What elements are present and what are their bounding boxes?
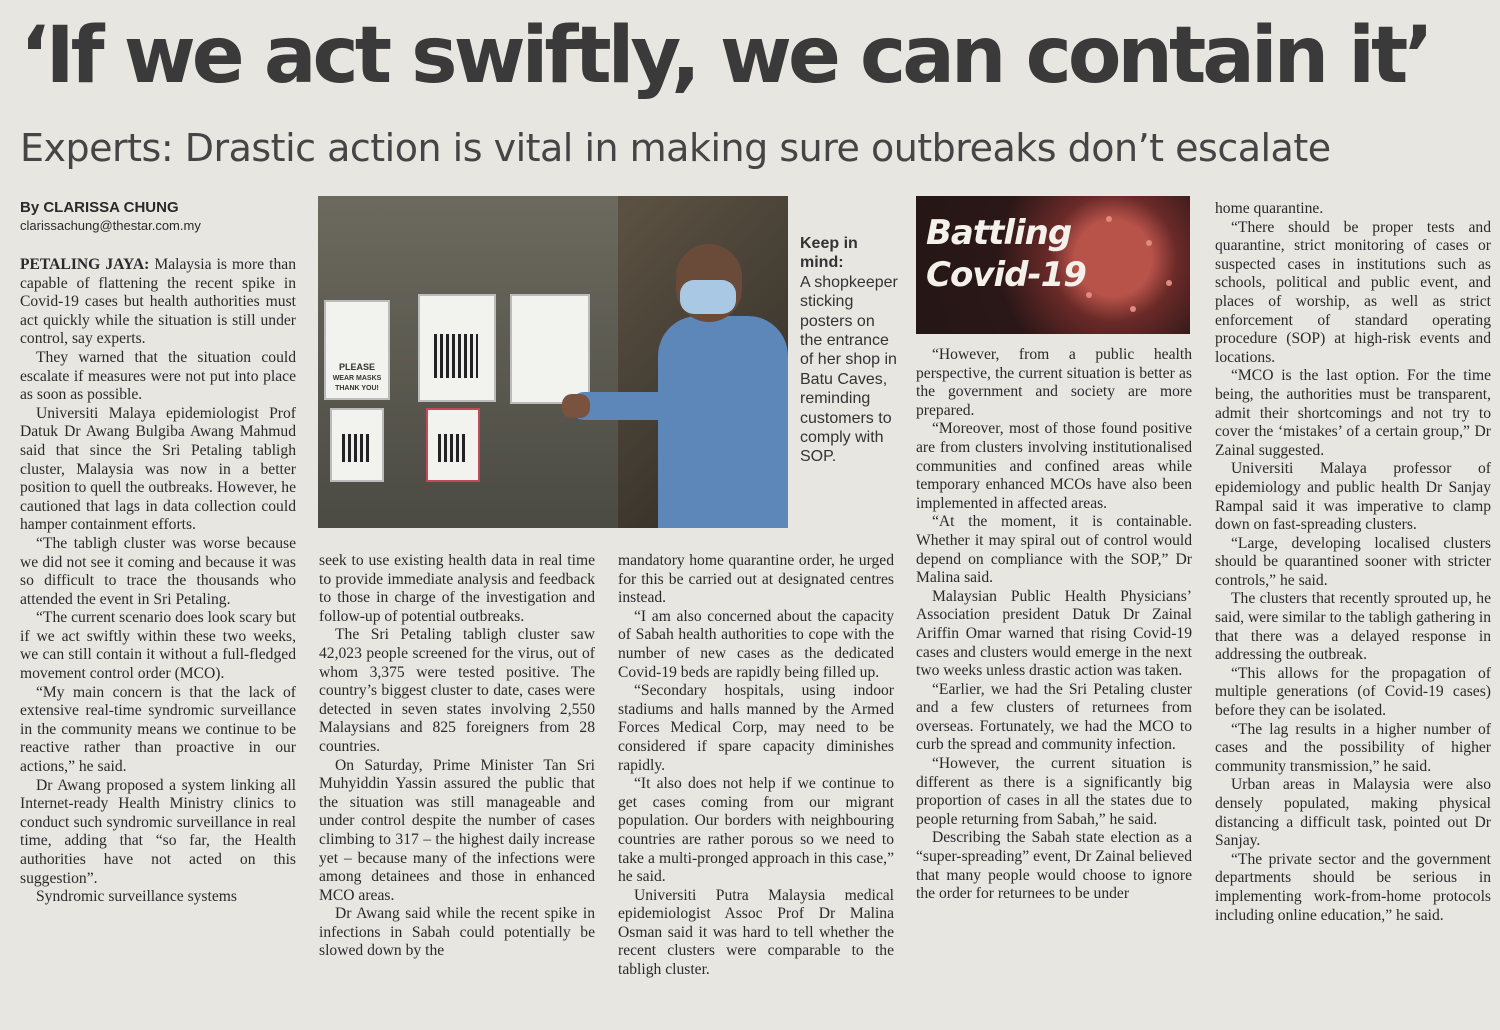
dateline: PETALING JAYA: [20, 256, 150, 273]
article-column-4 [916, 346, 1192, 1022]
paragraph [319, 626, 595, 756]
paragraph [1215, 219, 1491, 368]
byline [20, 198, 300, 234]
paragraph [1215, 776, 1491, 850]
shopkeeper-hand [562, 394, 590, 418]
poster-small-qr-left [330, 408, 384, 482]
battling-covid-19-logo [916, 196, 1190, 334]
paragraph-text: mandatory home quarantine order, he urged for this be carried out at designated centres instead. [618, 552, 894, 607]
paragraph [618, 552, 894, 608]
subheadline: Experts: Drastic action is vital in making sure outbreaks don’t escalate [20, 126, 1331, 170]
paragraph [20, 609, 296, 683]
paragraph [319, 905, 595, 961]
article-column-1 [20, 256, 296, 1022]
headline: ‘If we act swiftly, we can contain it’ [20, 11, 1430, 101]
paragraph [20, 888, 296, 907]
poster-qr-code [418, 294, 496, 402]
paragraph-text: “There should be proper tests and quarantine, strict monitoring of cases or suspected cases in institutions such as schools, political and public event, and places of worship, as well as strict enforcement of standard operating procedure (SOP) at high-risk events and locations. [1215, 218, 1491, 366]
paragraph-text: seek to use existing health data in real time to provide immediate analysis and feedback to those in charge of the investigation and follow-up of potential outbreaks. [319, 552, 595, 625]
paragraph-text: “It also does not help if we continue to get cases coming from our migrant population. Our borders with neighbouring countries are rather porous so we need to take a multi-pronged approach in this case,” he said. [618, 775, 894, 886]
qr-code-icon [342, 434, 370, 462]
poster-please-text: PLEASE [338, 362, 375, 372]
paragraph-text: “My main concern is that the lack of extensive real-time syndromic surveillance in the community means we continue to be reactive rather than proactive in our actions,” he said. [20, 683, 296, 776]
paragraph-text: The clusters that recently sprouted up, he said, were similar to the tabligh gathering in that there was a delayed response in addressing the outbreak. [1215, 590, 1491, 664]
paragraph-text: “Secondary hospitals, using indoor stadiums and halls manned by the Armed Forces Medical Corp, may need to be considered if spare capacity diminishes rapidly. [618, 682, 894, 774]
paragraph-text: The Sri Petaling tabligh cluster saw 42,023 people screened for the virus, out of whom 3,375 were tested positive. The country’s biggest cluster to date, cases were detected in seven states involving 2,550 Malaysians and 825 foreigners from 28 countries. [319, 626, 595, 755]
qr-code-icon [434, 334, 478, 378]
paragraph-text: “The private sector and the government departments should be serious in implementing work-from-home protocols including online education,” he said. [1215, 850, 1491, 924]
paragraph [1215, 665, 1491, 721]
paragraph [618, 775, 894, 887]
qr-code-icon [438, 434, 466, 462]
paragraph [20, 777, 296, 889]
paragraph-text: Universiti Malaya professor of epidemiology and public health Dr Sanjay Rampal said it was imperative to clamp down on fast-spreading clusters. [1215, 460, 1491, 534]
paragraph-text: “I am also concerned about the capacity of Sabah health authorities to cope with the number of new cases as the dedicated Covid-19 beds are rapidly being filled up. [618, 607, 894, 681]
paragraph-text: “The lag results in a higher number of cases and the possibility of higher community transmission,” he said. [1215, 720, 1491, 775]
paragraph-text: On Saturday, Prime Minister Tan Sri Muhyiddin Yassin assured the public that the situation was still manageable and under control despite the number of cases climbing to 317 – the highest daily increase yet – because many of the infections were among detainees and those in enhanced MCO areas. [319, 756, 595, 904]
paragraph-text: Malaysian Public Health Physicians’ Association president Datuk Dr Zainal Ariffin Omar warned that rising Covid-19 cases and clusters would emerge in the next two weeks unless drastic action was taken. [916, 587, 1192, 680]
paragraph [916, 513, 1192, 587]
paragraph [1215, 590, 1491, 664]
caption-kicker: Keep in mind: [800, 235, 858, 272]
paragraph [1215, 535, 1491, 591]
paragraph-text: “However, from a public health perspective, the current situation is better as the government and society are more prepared. [916, 346, 1192, 419]
article-photo [318, 196, 788, 528]
paragraph [1215, 367, 1491, 460]
paragraph-text: Universiti Putra Malaysia medical epidemiologist Assoc Prof Dr Malina Osman said it was hard to tell whether the recent clusters were comparable to the tabligh cluster. [618, 886, 894, 979]
paragraph [319, 757, 595, 906]
paragraph-text: Syndromic surveillance systems [36, 888, 237, 906]
paragraph [319, 552, 595, 626]
paragraph-text: “The current scenario does look scary but if we act swiftly within these two weeks, we can still contain it without a full-fledged movement control order (MCO). [20, 609, 296, 683]
paragraph [1215, 200, 1491, 219]
paragraph [20, 349, 296, 405]
paragraph-text: They warned that the situation could escalate if measures were not put into place as soon as possible. [20, 348, 296, 404]
paragraph-text: Dr Awang proposed a system linking all Internet-ready Health Ministry clinics to conduct such syndromic surveillance in real time, adding that “so far, the Health authorities have not acted on this suggestion”. [20, 776, 296, 887]
article-column-3 [618, 552, 894, 1022]
byline-name: By CLARISSA CHUNG [20, 199, 179, 216]
paragraph-text: Dr Awang said while the recent spike in infections in Sabah could potentially be slowed down by the [319, 905, 595, 960]
paragraph-text: “Earlier, we had the Sri Petaling cluster and a few clusters of returnees from overseas. Fortunately, we had the MCO to curb the spread and community infection. [916, 680, 1192, 754]
poster-sop-notice [510, 294, 590, 404]
paragraph [20, 256, 296, 349]
paragraph-text: “However, the current situation is different as there is a significantly big proportion of cases in all the states due to people returning from Sabah,” he said. [916, 755, 1192, 828]
caption-text: A shopkeeper sticking posters on the entrance of her shop in Batu Caves, reminding customers to comply with SOP. [800, 273, 898, 466]
logo-line-2: Covid-19 [926, 255, 1086, 295]
poster-masks-text: WEAR MASKS [332, 375, 382, 382]
article-column-2 [319, 552, 595, 1022]
paragraph-text: Malaysia is more than capable of flattening the recent spike in Covid-19 cases but health authorities must act quickly while the situation is still under control, say experts. [20, 256, 296, 348]
paragraph [916, 346, 1192, 420]
paragraph [618, 887, 894, 980]
byline-email: clarissachung@thestar.com.my [20, 218, 201, 233]
paragraph-text: Universiti Malaya epidemiologist Prof Datuk Dr Awang Bulgiba Awang Mahmud said that since the Sri Petaling tabligh cluster, Malaysia was now in a better position to quell the outbreaks. However, he cautioned that lags in data collection could hamper containment efforts. [20, 404, 296, 534]
article-column-5 [1215, 200, 1491, 1022]
paragraph-text: “At the moment, it is containable. Whether it may spiral out of control would depend on compliance with the SOP,” Dr Malina said. [916, 513, 1192, 587]
paragraph [916, 420, 1192, 513]
paragraph-text: Describing the Sabah state election as a “super-spreading” event, Dr Zainal believed that many people would choose to ignore the order for returnees to be under [916, 829, 1192, 903]
paragraph-text: “Moreover, most of those found positive are from clusters involving institutionalised communities and confined areas while temporary enhanced MCOs have also been implemented in affected areas. [916, 420, 1192, 512]
paragraph [1215, 851, 1491, 925]
paragraph-text: home quarantine. [1215, 200, 1324, 217]
paragraph [618, 608, 894, 682]
paragraph [916, 681, 1192, 755]
photo-caption [800, 234, 900, 467]
paragraph [20, 684, 296, 777]
poster-small-qr-right [426, 408, 480, 482]
paragraph [1215, 460, 1491, 534]
shopkeeper-figure [658, 316, 788, 528]
poster-thanks-text: THANK YOU! [335, 385, 379, 392]
paragraph-text: Urban areas in Malaysia were also densely populated, making physical distancing a difficult task, pointed out Dr Sanjay. [1215, 776, 1491, 850]
paragraph-text: “Large, developing localised clusters should be quarantined sooner with stricter controls,” he said. [1215, 534, 1491, 589]
face-mask [680, 280, 736, 314]
poster-wear-masks [324, 300, 390, 400]
paragraph-text: “This allows for the propagation of multiple generations (of Covid-19 cases) before they can be isolated. [1215, 664, 1491, 720]
paragraph [618, 682, 894, 775]
paragraph-text: “MCO is the last option. For the time being, the authorities must be transparent, admit their shortcomings and not try to cover the ‘mistakes’ of a certain group,” Dr Zainal suggested. [1215, 367, 1491, 459]
paragraph [20, 405, 296, 535]
paragraph [20, 535, 296, 609]
logo-text [926, 212, 1086, 296]
logo-line-1: Battling [926, 213, 1072, 253]
paragraph [916, 755, 1192, 829]
paragraph [916, 829, 1192, 903]
paragraph-text: “The tabligh cluster was worse because we did not see it coming and because it was so difficult to trace the thousands who attended the event in Sri Petaling. [20, 534, 296, 608]
paragraph [916, 588, 1192, 681]
paragraph [1215, 721, 1491, 777]
